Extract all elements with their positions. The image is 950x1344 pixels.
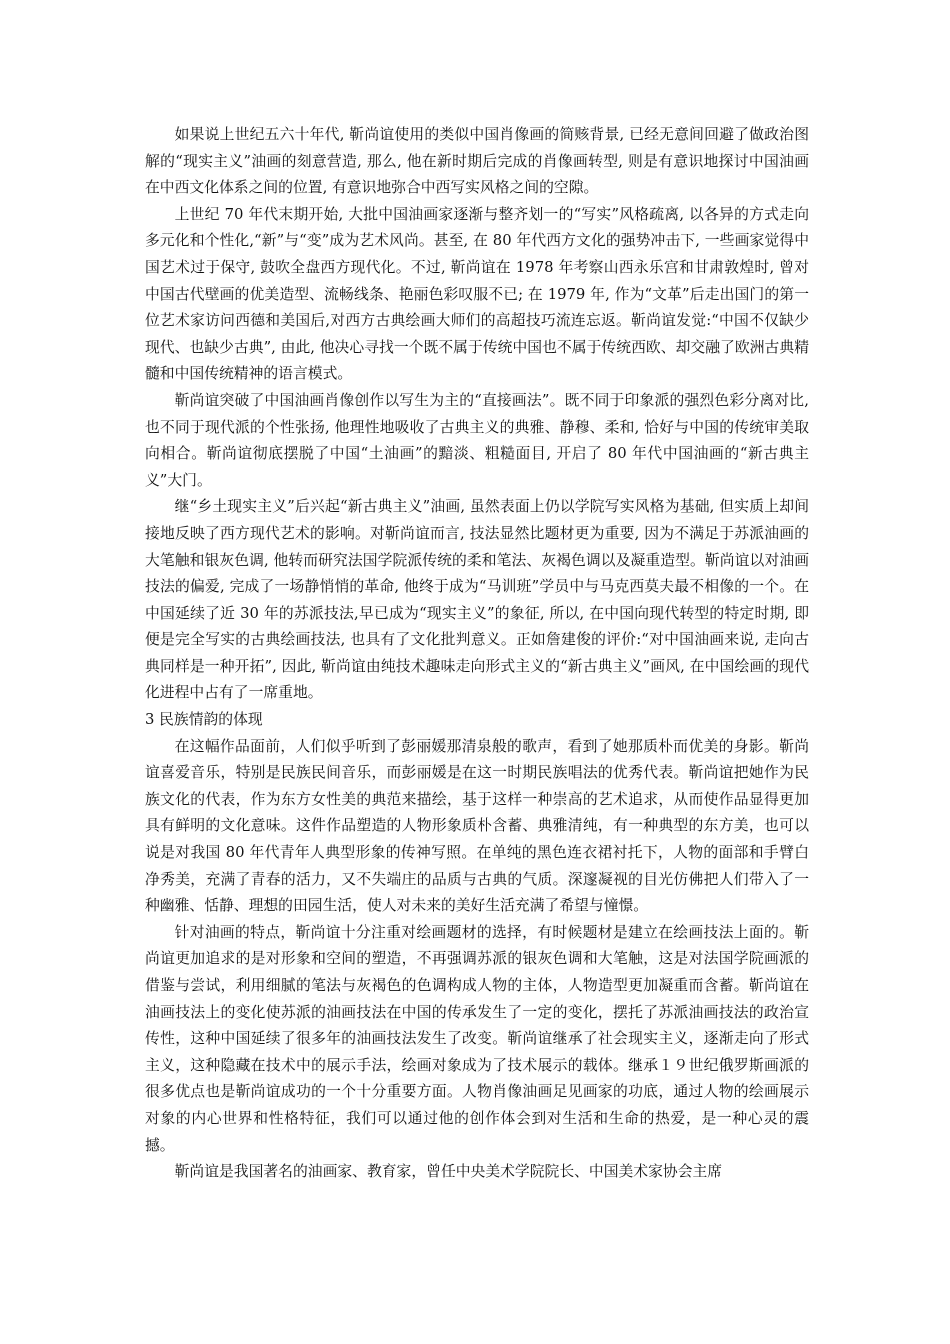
paragraph: 在这幅作品面前，人们似乎听到了彭丽媛那清泉般的歌声，看到了她那质朴而优美的身影。靳尚谊喜爱音乐，特别是民族民间音乐，而彭丽媛是在这一时期民族唱法的优秀代表。靳尚谊把她作为民族文化的代表，作为东方女性美的典范来描绘，基于这样一种崇高的艺术追求，从而使作品显得更加具有鲜明的文化意味。这件作品塑造的人物形象质朴含蓄、典雅清纯，有一种典型的东方美，也可以说是对我国 80 年代青年人典型形象的传神写照。在单纯的黑色连衣裙衬托下，人物的面部和手臂白净秀美，充满了青春的活力，又不失端庄的品质与古典的气质。深邃凝视的目光仿佛把人们带入了一种幽雅、恬静、理想的田园生活，使人对未来的美好生活充满了希望与憧憬。 <box>145 737 809 915</box>
paragraph: 靳尚谊突破了中国油画肖像创作以写生为主的“直接画法”。既不同于印象派的强烈色彩分离对比, 也不同于现代派的个性张扬, 他理性地吸收了古典主义的典雅、静穆、柔和, 恰好与中国的传统审美取向相合。靳尚谊彻底摆脱了中国“土油画”的黯淡、粗糙面目, 开启了 80 年代中国油画的“新古典主义”大门。 <box>145 391 809 489</box>
document-body <box>145 122 809 1186</box>
section-heading: 3 民族情韵的体现 <box>145 711 263 729</box>
paragraph: 上世纪 70 年代末期开始, 大批中国油画家逐渐与整齐划一的“写实”风格疏离, 以各异的方式走向多元化和个性化,“新”与“变”成为艺术风尚。甚至, 在 80 年代西方文化的强势冲击下, 一些画家觉得中国艺术过于保守, 鼓吹全盘西方现代化。不过, 靳尚谊在 1978 年考察山西永乐宫和甘肃敦煌时, 曾对中国古代壁画的优美造型、流畅线条、艳丽色彩叹服不已; 在 1979 年, 作为“文革”后走出国门的第一位艺术家访问西德和美国后,对西方古典绘画大师们的高超技巧流连忘返。靳尚谊发觉:“中国不仅缺少现代、也缺少古典”, 由此, 他决心寻找一个既不属于传统中国也不属于传统西欧、却交融了欧洲古典精髓和中国传统精神的语言模式。 <box>145 205 809 383</box>
paragraph: 靳尚谊是我国著名的油画家、教育家，曾任中央美术学院院长、中国美术家协会主席 <box>174 1163 723 1181</box>
paragraph: 继“乡土现实主义”后兴起“新古典主义”油画, 虽然表面上仍以学院写实风格为基础, 但实质上却间接地反映了西方现代艺术的影响。对靳尚谊而言, 技法显然比题材更为重要, 因为不满足于苏派油画的大笔触和银灰色调, 他转而研究法国学院派传统的柔和笔法、灰褐色调以及凝重造型。靳尚谊以对油画技法的偏爱, 完成了一场静悄悄的革命, 他终于成为“马训班”学员中与马克西莫夫最不相像的一个。在中国延续了近 30 年的苏派技法,早已成为“现实主义”的象征, 所以, 在中国向现代转型的特定时期, 即便是完全写实的古典绘画技法, 也具有了文化批判意义。正如詹建俊的评价:“对中国油画来说, 走向古典同样是一种开拓”, 因此, 靳尚谊由纯技术趣味走向形式主义的“新古典主义”画风, 在中国绘画的现代化进程中占有了一席重地。 <box>145 498 809 702</box>
paragraph: 针对油画的特点，靳尚谊十分注重对绘画题材的选择，有时候题材是建立在绘画技法上面的。靳尚谊更加追求的是对形象和空间的塑造，不再强调苏派的银灰色调和大笔触，这是对法国学院画派的借鉴与尝试，利用细腻的笔法与灰褐色的色调构成人物的主体，人物造型更加凝重而含蓄。靳尚谊在油画技法上的变化使苏派的油画技法在中国的传承发生了一定的变化，摆托了苏派油画技法的政治宣传性，这种中国延续了很多年的油画技法发生了改变。靳尚谊继承了社会现实主义，逐渐走向了形式主义，这种隐藏在技术中的展示手法，绘画对象成为了技术展示的载体。继承１９世纪俄罗斯画派的很多优点也是靳尚谊成功的一个十分重要方面。人物肖像油画足见画家的功底，通过人物的绘画展示对象的内心世界和性格特征，我们可以通过他的创作体会到对生活和生命的热爱，是一种心灵的震撼。 <box>145 923 809 1154</box>
paragraph: 如果说上世纪五六十年代, 靳尚谊使用的类似中国肖像画的简赅背景, 已经无意间回避了做政治图解的“现实主义”油画的刻意营造, 那么, 他在新时期后完成的肖像画转型, 则是有意识地探讨中国油画在中西文化体系之间的位置, 有意识地弥合中西写实风格之间的空隙。 <box>145 126 809 197</box>
